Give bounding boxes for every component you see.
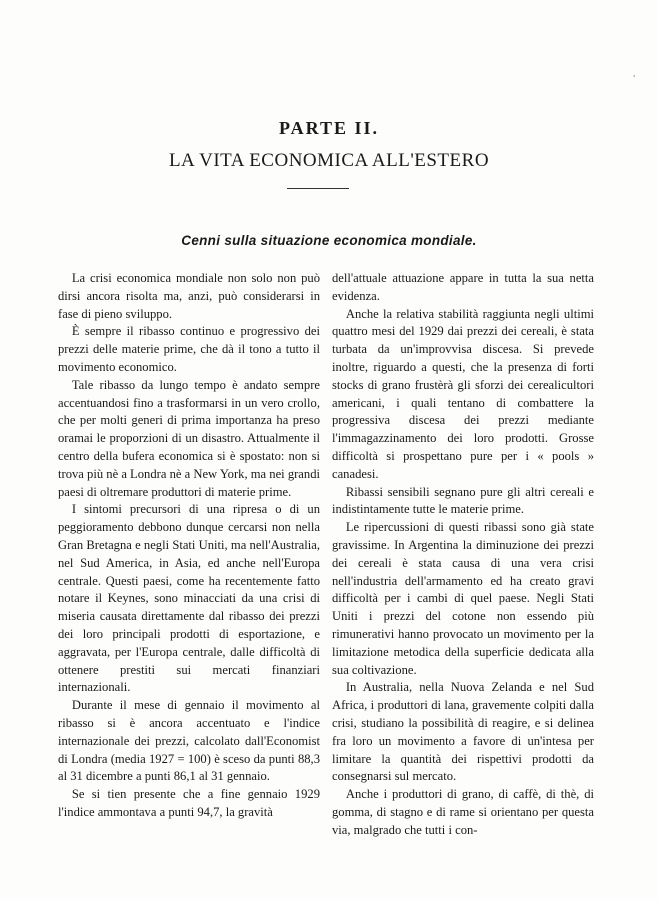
paragraph-continued: dell'attuale attuazione appare in tutta la sua netta evidenza. <box>332 271 594 303</box>
paragraph: Se si tien presente che a fine gennaio 1929 l'indice ammontava a punti 94,7, la gravità <box>58 787 320 819</box>
paragraph: Anche i produttori di grano, di caffè, di thè, di gomma, di stagno e di rame si orientano per questa via, malgrado che tutti i con- <box>332 787 594 837</box>
paragraph: In Australia, nella Nuova Zelanda e nel Sud Africa, i produttori di lana, gravemente colpiti dalla crisi, studiano la possibilità di reagire, e si delinea fra loro un movimento a favore di un'intesa per limitare la quantità dei rispettivi prodotti da consegnarsi sul mercato. <box>332 680 594 784</box>
paragraph: È sempre il ribasso continuo e progressivo dei prezzi delle materie prime, che dà il tono a tutto il movimento economico. <box>58 324 320 374</box>
part-heading: PARTE II. <box>278 118 380 138</box>
paragraph: La crisi economica mondiale non solo non può dirsi ancora risolta ma, anzi, può considerarsi in fase di pieno sviluppo. <box>58 271 320 321</box>
paragraph: Le ripercussioni di questi ribassi sono già state gravissime. In Argentina la diminuzione dei prezzi dei cereali è stata causa di una vera crisi nell'industria dell'armamento ed ha creato gravi difficoltà per i cambi di quel paese. Negli Stati Uniti i prezzi del cotone non essendo più rimunerativi hanno provocato un movimento per la limitazione metodica della superficie dedicata alla sua coltivazione. <box>332 520 594 677</box>
paragraph: I sintomi precursori di una ripresa o di un peggioramento debbono dunque cercarsi non nella Gran Bretagna e negli Stati Uniti, ma nell'Australia, nel Sud America, in Asia, ed anche nell'Europa centrale. Questi paesi, come ha recentemente fatto notare il Keynes, sono minacciati da una crisi di miseria causata direttamente dal ribasso dei prezzi dei loro principali prodotti di esportazione, e aggravata, per l'Europa centrale, dalle difficoltà di ottenere prestiti sui mercati finanziari internazionali. <box>58 502 320 695</box>
section-heading: LA VITA ECONOMICA ALL'ESTERO <box>168 150 490 171</box>
paragraph: Ribassi sensibili segnano pure gli altri cereali e indistintamente tutte le materie prime. <box>332 484 594 517</box>
left-column <box>58 270 320 822</box>
paragraph: Anche la relativa stabilità raggiunta negli ultimi quattro mesi del 1929 dai prezzi dei cereali, è stata turbata da un'improvvisa discesa. Si prevede inoltre, riguardo a questi, che la presenza di forti stocks di grano frustèrà gli sforzi dei cerealicultori americani, i quali tentano di combattere la progressiva discesa dei prezzi mediante l'immagazzinamento dei loro prodotti. Grosse difficoltà si prospettano pure per i « pools » canadesi. <box>332 306 594 481</box>
right-column <box>332 270 594 840</box>
margin-mark: ' <box>633 74 636 83</box>
heading-rule <box>287 188 349 189</box>
paragraph: Tale ribasso da lungo tempo è andato sempre accentuandosi fino a trasformarsi in un vero crollo, che per molti generi di prima importanza ha preso oramai le proporzioni di un disastro. Attualmente il centro della bufera economica si è spostato: non si trova più nè a Londra nè a New York, ma nei grandi paesi di oltremare produttori di materie prime. <box>58 377 320 499</box>
paragraph: Durante il mese di gennaio il movimento al ribasso si è ancora accentuato e l'indice internazionale dei prezzi, calcolato dall'Economist di Londra (media 1927 = 100) è sceso da punti 88,3 al 31 dicembre a punti 86,1 al 31 gennaio. <box>58 698 320 784</box>
article-subtitle: Cenni sulla situazione economica mondiale. <box>181 233 477 248</box>
